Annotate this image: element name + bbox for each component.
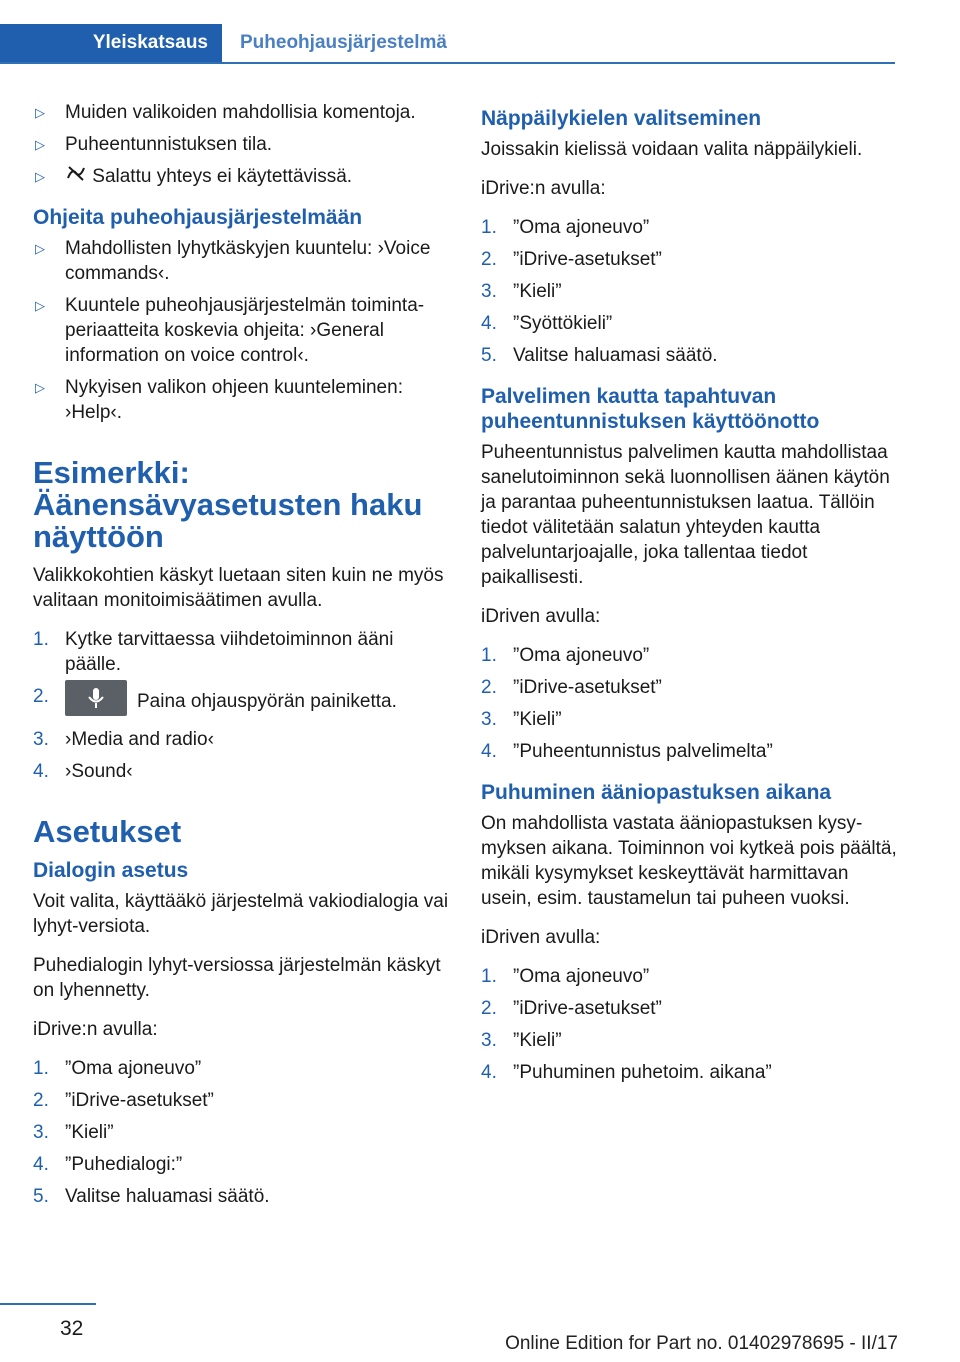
list-item: ▷ Kuuntele puheohjausjärjestelmän toimintaperiaatteita koskevia ohjeita: ›General information on voice control‹. (35, 295, 425, 367)
top-bullet-list (33, 100, 451, 189)
steering-wheel-voice-button-image (65, 680, 127, 716)
tab-yleiskatsaus[interactable]: Yleiskatsaus (0, 24, 222, 62)
list-item: 2. ”iDrive-asetukset” (481, 249, 662, 270)
list-item: ▷ Muiden valikoiden mahdollisia komentoja. (35, 102, 416, 123)
settings-heading: Asetukset (33, 814, 182, 850)
list-item: 5. Valitse haluamasi säätö. (33, 1186, 270, 1208)
list-item: 4. ”Puheentunnistus palvelimelta” (481, 741, 773, 762)
list-item: 3. ›Media and radio‹ (33, 729, 214, 751)
keyboard-paragraph: Joissakin kielissä voidaan valita näppäilykieli. (481, 139, 863, 160)
list-item: ▷ Mahdollisten lyhytkäskyjen kuuntelu: ›Voice commands‹. (35, 238, 431, 285)
list-item: 4. ”Syöttökieli” (481, 313, 613, 334)
triangle-bullet-icon: ▷ (35, 241, 45, 257)
speaking-heading: Puhuminen ääniopastuksen aikana (481, 781, 832, 804)
tab-puheohjausjarjestelma[interactable]: Puheohjausjärjestelmä (240, 32, 447, 53)
list-item: 3. ”Kieli” (481, 281, 562, 302)
list-item: 3. ”Kieli” (481, 709, 562, 730)
list-item: ▷ Puheentunnistuksen tila. (35, 134, 273, 155)
list-item: 1. ”Oma ajoneuvo” (481, 217, 650, 238)
speaking-idrive-label: iDriven avulla: (481, 927, 601, 948)
header-tabs (0, 24, 895, 64)
list-item: 2. Paina ohjauspyörän painiketta. (33, 684, 451, 720)
edition-text: Online Edition for Part no. 01402978695 - II/17 (505, 1333, 898, 1354)
triangle-bullet-icon: ▷ (35, 298, 45, 314)
list-item: 1. ”Oma ajoneuvo” (33, 1058, 202, 1080)
list-item: 2. ”iDrive-asetukset” (481, 677, 662, 698)
triangle-bullet-icon: ▷ (35, 380, 45, 396)
server-steps (481, 643, 899, 764)
triangle-bullet-icon: ▷ (35, 105, 45, 120)
example-heading: Esimerkki: Äänensävyasetusten haku näyttöön (33, 455, 423, 555)
triangle-bullet-icon: ▷ (35, 169, 45, 184)
speaking-steps (481, 964, 899, 1085)
encryption-unavailable-icon (65, 164, 87, 189)
list-item: 1. Kytke tarvittaessa viihdetoiminnon ääni päälle. (33, 629, 394, 676)
microphone-icon (65, 680, 127, 716)
example-steps (33, 627, 451, 784)
list-item: 4. ”Puhedialogi:” (33, 1154, 183, 1176)
server-paragraph: Puheentunnistus palvelimen kautta mahdollistaa sanelutoiminnon sekä luonnollisen äänen käytön ja parantaa puheentunnistuksen laatua. Tällöin tiedot välitetään salatun yhteyden kautta palveluntarjoajalle, joka tallentaa tiedot paikallisesti. (481, 442, 890, 588)
instructions-heading: Ohjeita puheohjausjärjestelmään (33, 206, 363, 230)
list-item: 1. ”Oma ajoneuvo” (481, 645, 650, 666)
list-item: ▷ Salattu yhteys ei käytettävissä. (33, 164, 451, 189)
triangle-bullet-icon: ▷ (35, 137, 45, 152)
page-number: 32 (60, 1317, 84, 1340)
server-idrive-label: iDriven avulla: (481, 606, 601, 627)
keyboard-steps (481, 215, 899, 368)
footer-divider (0, 1303, 96, 1305)
dialog-paragraph-1: Voit valita, käyttääkö järjestelmä vakiodialogia vai lyhyt-versiota. (33, 891, 449, 938)
list-item: 4. ”Puhuminen puhetoim. aikana” (481, 1062, 772, 1083)
server-recognition-heading: Palvelimen kautta tapahtuvan puheentunnistuksen käyttöönotto (481, 385, 820, 433)
list-item: 2. ”iDrive-asetukset” (33, 1090, 214, 1112)
left-column (33, 100, 451, 1216)
dialog-idrive-label: iDrive:n avulla: (33, 1019, 158, 1041)
example-intro: Valikkokohtien käskyt luetaan siten kuin ne myös valitaan monitoimisäätimen avulla. (33, 565, 444, 612)
list-item: 4. ›Sound‹ (33, 761, 133, 783)
speaking-paragraph: On mahdollista vastata ääniopastuksen kysymyksen aikana. Toiminnon voi kytkeä pois päältä, mikäli kysymykset keskeyttävät harmittavan usein, esim. taustamelun tai puheen vuoksi. (481, 813, 897, 909)
list-item: 1. ”Oma ajoneuvo” (481, 966, 650, 987)
list-item: 2. ”iDrive-asetukset” (481, 998, 662, 1019)
list-item: ▷ Nykyisen valikon ohjeen kuunteleminen: ›Help‹. (35, 377, 403, 424)
keyboard-idrive-label: iDrive:n avulla: (481, 178, 606, 199)
dialog-paragraph-2: Puhedialogin lyhyt-versiossa järjestelmän käskyt on lyhennetty. (33, 955, 441, 1002)
right-column (481, 100, 899, 1092)
keyboard-language-heading: Näppäilykielen valitseminen (481, 107, 762, 130)
dialog-heading: Dialogin asetus (33, 859, 189, 883)
instructions-list (33, 236, 451, 425)
list-item: 5. Valitse haluamasi säätö. (481, 345, 718, 366)
list-item: 3. ”Kieli” (33, 1122, 114, 1144)
dialog-steps (33, 1056, 451, 1209)
list-item: 3. ”Kieli” (481, 1030, 562, 1051)
